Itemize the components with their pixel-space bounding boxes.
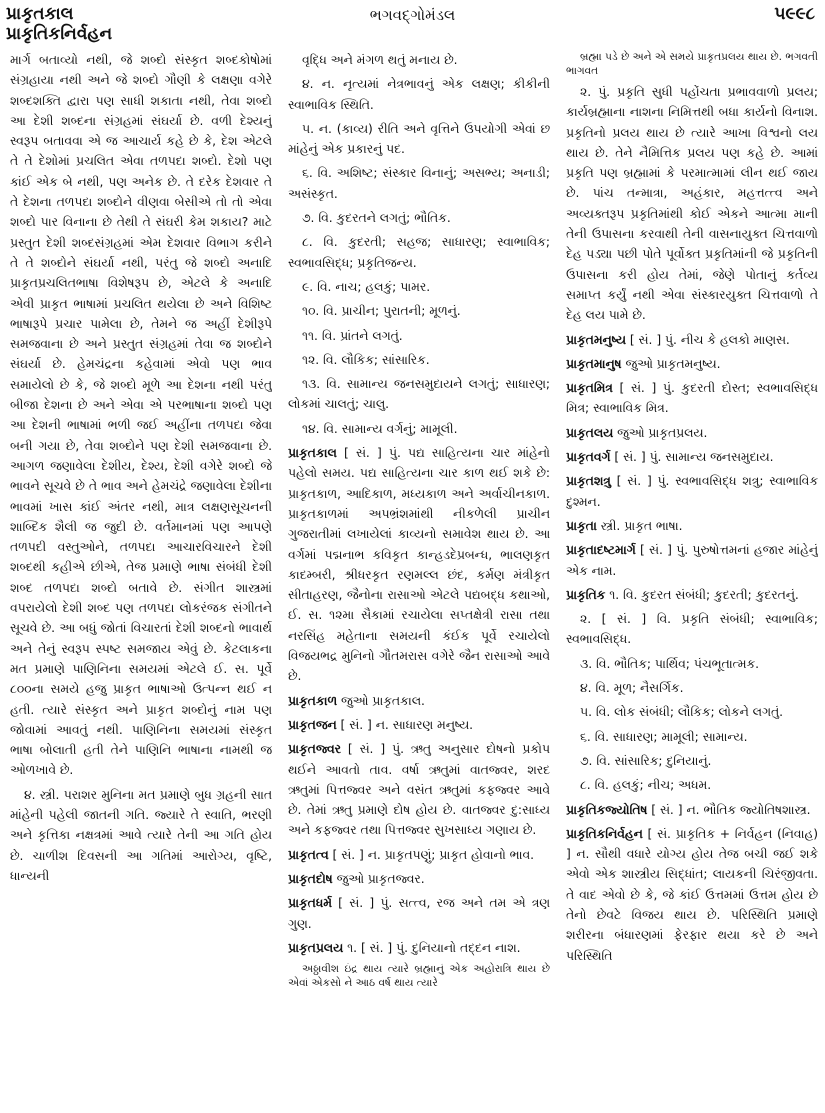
- dictionary-entry: [288, 845, 550, 865]
- headword: પ્રાકૃતિક: [566, 587, 606, 602]
- dictionary-entry: [566, 447, 818, 467]
- entry-sense: [566, 727, 818, 747]
- definition-text: [ સં. ] પું. સત્ત્વ, રજ અને તમ એ ત્રણ ગુણ.: [288, 896, 550, 931]
- definition-text: [ સં. ] પું. નીચ કે હલકો માણસ.: [625, 332, 790, 347]
- headword: પ્રાકૃતજન: [288, 717, 337, 732]
- guide-word-last: પ્રાકૃતિકનિર્વહન: [6, 24, 113, 44]
- definition-text: ૧. વિ. કુદરત સંબંધી; કુદરતી; કુદરતનું.: [605, 587, 799, 602]
- definition-text: સ્ત્રી. પ્રાકૃત ભાષા.: [596, 518, 683, 533]
- column-right: [566, 50, 818, 1110]
- entry-sense: [288, 326, 550, 346]
- definition-text: [ સં. ] ન. ભૌતિક જ્યોતિષશાસ્ત્ર.: [647, 802, 811, 817]
- definition-text: [ સં. ] પું. સ્વભાવસિદ્ધ શત્રુ; સ્વાભાવિક દુશ્મન.: [566, 474, 818, 509]
- definition-text: [ સં. ] પું. પુરુષોત્તમનાં હજાર માંહેનું એક નામ.: [566, 543, 818, 578]
- entry-sense: [566, 50, 818, 78]
- dictionary-entry: [288, 715, 550, 735]
- definition-text: ૨. [ સં. ] વિ. પ્રકૃતિ સંબંધી; સ્વાભાવિક; સ્વભાવસિદ્ધ.: [566, 612, 818, 647]
- dictionary-entry: [566, 354, 818, 374]
- definition-text: ૪. વિ. મૂળ; નૈસર્ગિક.: [580, 681, 684, 696]
- definition-text: જુઓ પ્રાકૃતપ્રલય.: [613, 425, 708, 440]
- dictionary-entry: [566, 800, 818, 820]
- definition-text: ૧૨. વિ. લૌકિક; સાંસારિક.: [302, 352, 430, 367]
- headword: પ્રાકૃતવર્ગ: [566, 450, 611, 465]
- definition-text: ૭. વિ. સાંસારિક; દુનિયાનું.: [580, 753, 712, 768]
- entry-sense: [288, 208, 550, 228]
- definition-text: ૧૪. વિ. સામાન્ય વર્ગનું; મામૂલી.: [302, 421, 458, 436]
- page-header: [0, 0, 825, 54]
- dictionary-entry: [566, 824, 818, 966]
- dictionary-entry: [288, 443, 550, 687]
- definition-text: અઠ્ઠાવીશ ઇંદ્ર થાય ત્યારે બ્રહ્માનું એક અહોરાત્રિ થાય છે એવાં એકસો ને આઠ વર્ષ થાય ત્યારે: [288, 963, 550, 990]
- definition-text: જુઓ પ્રાકૃતકાલ.: [337, 693, 425, 708]
- definition-text: ૧૧. વિ. પ્રાંતને લગતું.: [302, 328, 403, 343]
- definition-text: ૬. વિ. અશિષ્ટ; સંસ્કાર વિનાનું; અસભ્ય; અનાડી; અસંસ્કૃત.: [288, 166, 550, 201]
- entry-sense: [288, 301, 550, 321]
- dictionary-entry: [288, 739, 550, 840]
- dictionary-entry: [566, 378, 818, 419]
- definition-text: વૃદ્ધિ અને મંગળ થતું મનાય છે.: [302, 53, 458, 67]
- entry-sense: [288, 350, 550, 370]
- headword: પ્રાકૃતદોષ: [288, 871, 333, 886]
- headword: પ્રાકૃતશત્રુ: [566, 474, 611, 489]
- headword: પ્રાકૃતિકનિર્વહન: [566, 826, 643, 841]
- definition-text: ૨. પું. પ્રકૃતિ સુધી પહોંચતા પ્રભાવવાળો પ્રલય; કાર્યબ્રહ્માના નાશના નિમિત્તથી બધા કાર્યનો વિનાશ. પ્રકૃતિનો પ્રલય થાય છે ત્યારે આખા વિશ્વનો લય થાય છે. તેને નૈમિત્તિક પ્રલય પણ કહે છે. આમાં પ્રકૃતિ પણ બ્રહ્મામાં કે પરમાત્મામાં લીન થઈ જાય છે. પાંચ તન્માત્રા, અહંકાર, મહત્તત્ત્વ અને અવ્યક્તરૂપ પ્રકૃતિમાંથી કોઈ એકને આત્મા માની તેની ઉપાસના કરવાથી તેની વાસનાયુક્ત ચિત્તવાળો દેહ પડ્યા પછી પોતે પૂર્વોક્ત પ્રકૃતિમાંની જે પ્રકૃતિની ઉપાસના કરી હોય તેમાં, જેણે પોતાનું કર્તવ્ય સમાપ્ત કર્યું નથી એવા સંસ્કારયુક્ત ચિત્તવાળો તે દેહ લય પામે છે.: [566, 85, 818, 323]
- definition-text: [ સં. ] પું. ઋતુ અનુસાર દોષનો પ્રકોપ થઈને આવતો તાવ. વર્ષા ઋતુમાં વાતજ્વર, શરદ ઋતુમાં પિત્તજ્વર અને વસંત ઋતુમાં કફજ્વર આવે છે. તેમાં ઋતુ પ્રમાણે દોષ હોય છે. વાતજ્વર દુ:સાધ્ય અને કફજ્વર તથા પિત્તજ્વર સુખસાધ્ય ગણાય છે.: [288, 742, 550, 838]
- entry-sense: [288, 374, 550, 415]
- entry-sense: [566, 82, 818, 326]
- headword: પ્રાકૃતકાળ: [288, 693, 338, 708]
- entry-sense: [566, 775, 818, 795]
- entry-sense: [566, 751, 818, 771]
- definition-text: [ સં. ] પું. પદ્ય સાહિત્યના ચાર માંહેનો પહેલો સમય. પદ્ય સાહિત્યના ચાર કાળ થઈ શકે છે: પ્રાકૃતકાળ, આદિકાળ, મધ્યકાળ અને અર્વાચીનકાળ. પ્રાકૃતકાળમાં અપભ્રંશમાંથી નીકળેલી પ્રાચીન ગુજરાતીમાં લખાયેલાં કાવ્યનો સમાવેશ થાય છે. આ વર્ગમાં પદ્મનાભ કવિકૃત કાન્હડદેપ્રબન્ધ, ભાલણકૃત કાદમ્બરી, શ્રીધરકૃત રણમલ્લ છંદ, કર્મણ મંત્રીકૃત સીતાહરણ, જૈનોના રાસાઓ એટલે પદ્યબદ્ધ કથાઓ, ઈ. સ. ૧૨મા સૈકામાં રચાયેલા સપ્તક્ષેત્રી રાસા તથા નરસિંહ મહેતાના સમયની કંઈક પૂર્વે રચાયેલો વિજયભદ્ર મુનિનો ગૌતમરાસ વગેરે જૈન રાસાઓ આવે છે.: [288, 446, 550, 684]
- entry-sense: [288, 50, 550, 70]
- definition-text: [ સં. ] પું. કુદરતી દોસ્ત; સ્વભાવસિદ્ધ મિત્ર; સ્વાભાવિક મિત્ર.: [566, 381, 818, 416]
- dictionary-entry: [566, 585, 818, 605]
- column-middle: [288, 50, 550, 1110]
- definition-text: [ સં. ] પું. સામાન્ય જનસમુદાય.: [610, 450, 774, 465]
- entry-paragraph: માર્ગ બતાવ્યો નથી, જે શબ્દો સંસ્કૃત શબ્દકોષોમાં સંગ્રહાયા નથી અને જે શબ્દો ગૌણી કે લક્ષણા વગેરે શબ્દશક્તિ દ્વારા પણ સાધી શકાતા નથી, તેવા શબ્દો આ દેશી શબ્દના સંગ્રહમાં સંઘર્યા છે. વળી દેશ્યનું સ્વરૂપ બતાવવા એ જ આચાર્ય કહે છે કે, દેશ એટલે તે તે દેશોમાં પ્રચલિત એવા તળપદા શબ્દો. દેશો પણ કાંઈ એક બે નથી, પણ અનેક છે. તે દરેક દેશવાર તે તે દેશના તળપદા શબ્દોને વીણવા બેસીએ તો તો એવા શબ્દો પાર વિનાના છે તેથી તે સંઘરી કેમ શકાય? માટે પ્રસ્તુત દેશી શબ્દસંગ્રહમાં એમ દેશવાર વિભાગ કરીને તે તે શબ્દોને સંઘર્યા નથી, પરંતુ જે શબ્દો અનાદિ પ્રાકૃતપ્રચલિતભાષા વિશેષરૂપ છે, એટલે કે અનાદિ એવી પ્રાકૃત ભાષામાં પ્રચલિત થયેલા છે અને વિશિષ્ટ ભાષારૂપે પ્રચાર પામેલા છે, તેમને જ અહીં દેશીરૂપે સમજવાના છે અને પ્રસ્તુત સંગ્રહમાં તેવા જ શબ્દોને સંઘર્યા છે. હેમચંદ્રના કહેવામાં એવો પણ ભાવ સમાયેલો છે કે, જે શબ્દો મૂળે આ દેશના નથી પરંતુ બીજા દેશના છે અને એવા એ પરભાષાના શબ્દો પણ આ દેશની ભાષામાં ભળી જઈ અહીંના તળપદા જેવા બની ગયા છે, તેવા શબ્દોને પણ દેશી સમજવાના છે. આગળ જણાવેલા દેશીય, દેશ્ય, દેશી વગેરે શબ્દો જે ભાવને સૂચવે છે તે ભાવ અને હેમચંદ્રે જણાવેલા દેશીના ભાવમાં ખાસ કાંઈ અંતર નથી, માત્ર લક્ષણસૂચનની શાબ્દિક શૈલી જ જુદી છે. વર્તમાનમાં પણ આપણે તળપદી વસ્તુઓને, તળપદા આચારવિચારને દેશી શબ્દથી કહીએ છીએ, તેજ પ્રમાણે ભાષા સંબંધી દેશી શબ્દ તળપદા શબ્દો બતાવે છે. સંગીત શાસ્ત્રમાં વપરાયેલો દેશી શબ્દ પણ તળપદા લોકરંજક સંગીતને સૂચવે છે. આ બધું જોતાં વિચારતાં દેશી શબ્દનો ભાવાર્થ અને તેનું સ્વરૂપ સ્પષ્ટ સમજાય એવું છે. કેટલાકના મત પ્રમાણે પાણિનિના સમયમાં એટલે ઈ. સ. પૂર્વે ૮૦૦ના સમયે હજુ પ્રાકૃત ભાષાઓ ઉત્પન્ન થઈ ન હતી. ત્યારે સંસ્કૃત અને પ્રાકૃત શબ્દોનું નામ પણ જોવામાં આવતું નથી. પાણિનિના સમયમાં સંસ્કૃત ભાષા બોલાતી હતી તેને પાણિનિ ભાષાના નામથી જ ઓળખાવે છે.: [10, 53, 272, 778]
- dictionary-entry: [288, 691, 550, 711]
- dictionary-entry: [566, 516, 818, 536]
- headword: પ્રાકૃતાદષ્ટમાર્ગ: [566, 543, 636, 558]
- definition-text: ૩. વિ. ભૌતિક; પાર્થિવ; પંચભૂતાત્મક.: [580, 656, 760, 671]
- dictionary-entry: [288, 938, 550, 958]
- entry-sense: [288, 419, 550, 439]
- page-number: ૫૯૯૮: [774, 4, 815, 24]
- definition-text: જુઓ પ્રાકૃતજ્વર.: [332, 871, 425, 886]
- headword: પ્રાકૃતિકજ્યોતિષ: [566, 802, 648, 817]
- dictionary-entry: [288, 869, 550, 889]
- column-left: [10, 50, 272, 1110]
- headword: પ્રાકૃતલય: [566, 425, 614, 440]
- definition-text: ૬. વિ. સાધારણ; મામૂલી; સામાન્ય.: [580, 729, 748, 744]
- entry-paragraph: ૪. સ્ત્રી. પરાશર મુનિના મત પ્રમાણે બુધ ગ્રહની સાત માંહેની પહેલી જાતની ગતિ. જ્યારે તે સ્વાતિ, ભરણી અને કૃત્તિકા નક્ષત્રમાં આવે ત્યારે તેની આ ગતિ હોય છે. ચાળીશ દિવસની આ ગતિમાં આરોગ્ય, વૃષ્ટિ, ધાન્યની: [10, 787, 272, 883]
- entry-sense: [288, 232, 550, 273]
- entry-sense: [566, 654, 818, 674]
- definition-text: [ સં. ] ન. સાધારણ મનુષ્ય.: [336, 717, 474, 732]
- dictionary-entry: [288, 893, 550, 934]
- headword: પ્રાકૃતમનુષ્ય: [566, 332, 626, 347]
- dictionary-columns: [0, 50, 825, 1110]
- guide-word-first: પ્રાકૃતકાલ: [6, 4, 74, 24]
- dictionary-entry: [566, 540, 818, 581]
- headword: પ્રાકૃતકાલ: [288, 446, 337, 461]
- definition-text: બ્રહ્મા પડે છે અને એ સમયે પ્રાકૃતપ્રલય થાય છે. ભગવતી ભાગવત: [566, 51, 818, 77]
- entry-sense: [288, 119, 550, 160]
- headword: પ્રાકૃતમાનુષ: [566, 356, 622, 371]
- headword: પ્રાકૃતધર્મ: [288, 896, 332, 911]
- definition-text: ૫. ન. (કાવ્ય) રીતિ અને વૃત્તિને ઉપયોગી એવાં છ માંહેનું એક પ્રકારનું પદ.: [288, 121, 550, 157]
- entry-sense: [288, 163, 550, 204]
- definition-text: [ સં. ] ન. પ્રાકૃતપણું; પ્રાકૃત હોવાનો ભાવ.: [328, 847, 535, 862]
- definition-text: ૧. [ સં. ] પું. દુનિયાનો તદ્દન નાશ.: [343, 940, 521, 955]
- running-title: ભગવદ્ગોમંડલ: [369, 6, 456, 24]
- entry-sense: [566, 678, 818, 698]
- entry-sense: [288, 962, 550, 990]
- definition-text: જુઓ પ્રાકૃતમનુષ્ય.: [621, 356, 721, 371]
- definition-text: ૧૦. વિ. પ્રાચીન; પુરાતની; મૂળનું.: [302, 304, 461, 319]
- dictionary-entry: [566, 471, 818, 512]
- definition-text: ૯. વિ. નાચ; હલકું; પામર.: [302, 279, 431, 294]
- dictionary-entry: [566, 330, 818, 350]
- definition-text: [ સં. પ્રાકૃતિક + નિર્વહન (નિવાહ) ] ન. સૌથી વધારે યોગ્ય હોય તેજ બચી જઈ શકે એવો એક શાસ્ત્રીય સિદ્ધાંત; લાયકની ચિરંજીવતા. તે વાદ એવો છે કે, જે કાંઈ ઉત્તમમાં ઉત્તમ હોય છે તેનો છેવટે વિજય થાય છે. પરિસ્થિતિ પ્રમાણે શરીરના બંધારણમાં ફેરફાર થયા કરે છે અને પરિસ્થિતિ: [566, 826, 818, 963]
- headword: પ્રાકૃતત્વ: [288, 847, 329, 862]
- definition-text: ૧૩. વિ. સામાન્ય જનસમુદાયને લગતું; સાધારણ; લોકમાં ચાલતું; ચાલુ.: [288, 377, 550, 412]
- definition-text: ૫. વિ. લોક સંબંધી; લૌકિક; લોકને લગતું.: [580, 705, 784, 720]
- definition-text: ૭. વિ. કુદરતને લગતું; ભૌતિક.: [302, 211, 451, 226]
- headword: પ્રાકૃતમિત્ર: [566, 381, 613, 396]
- entry-sense: [288, 277, 550, 297]
- entry-sense: [288, 74, 550, 115]
- headword: પ્રાકૃતપ્રલય: [288, 940, 344, 955]
- entry-sense: [566, 609, 818, 650]
- headword: પ્રાકૃતજ્વર: [288, 742, 341, 757]
- definition-text: ૪. ન. નૃત્યમાં નેત્રભાવનું એક લક્ષણ; કીકીની સ્વાભાવિક સ્થિતિ.: [288, 77, 550, 112]
- dictionary-entry: [566, 423, 818, 443]
- definition-text: ૮. વિ. હલકું; નીચ; અધમ.: [580, 778, 712, 793]
- headword: પ્રાકૃતા: [566, 518, 597, 533]
- entry-sense: [566, 702, 818, 722]
- definition-text: ૮. વિ. કુદરતી; સહજ; સાધારણ; સ્વાભાવિક; સ્વભાવસિદ્ધ; પ્રકૃતિજન્ય.: [288, 235, 550, 270]
